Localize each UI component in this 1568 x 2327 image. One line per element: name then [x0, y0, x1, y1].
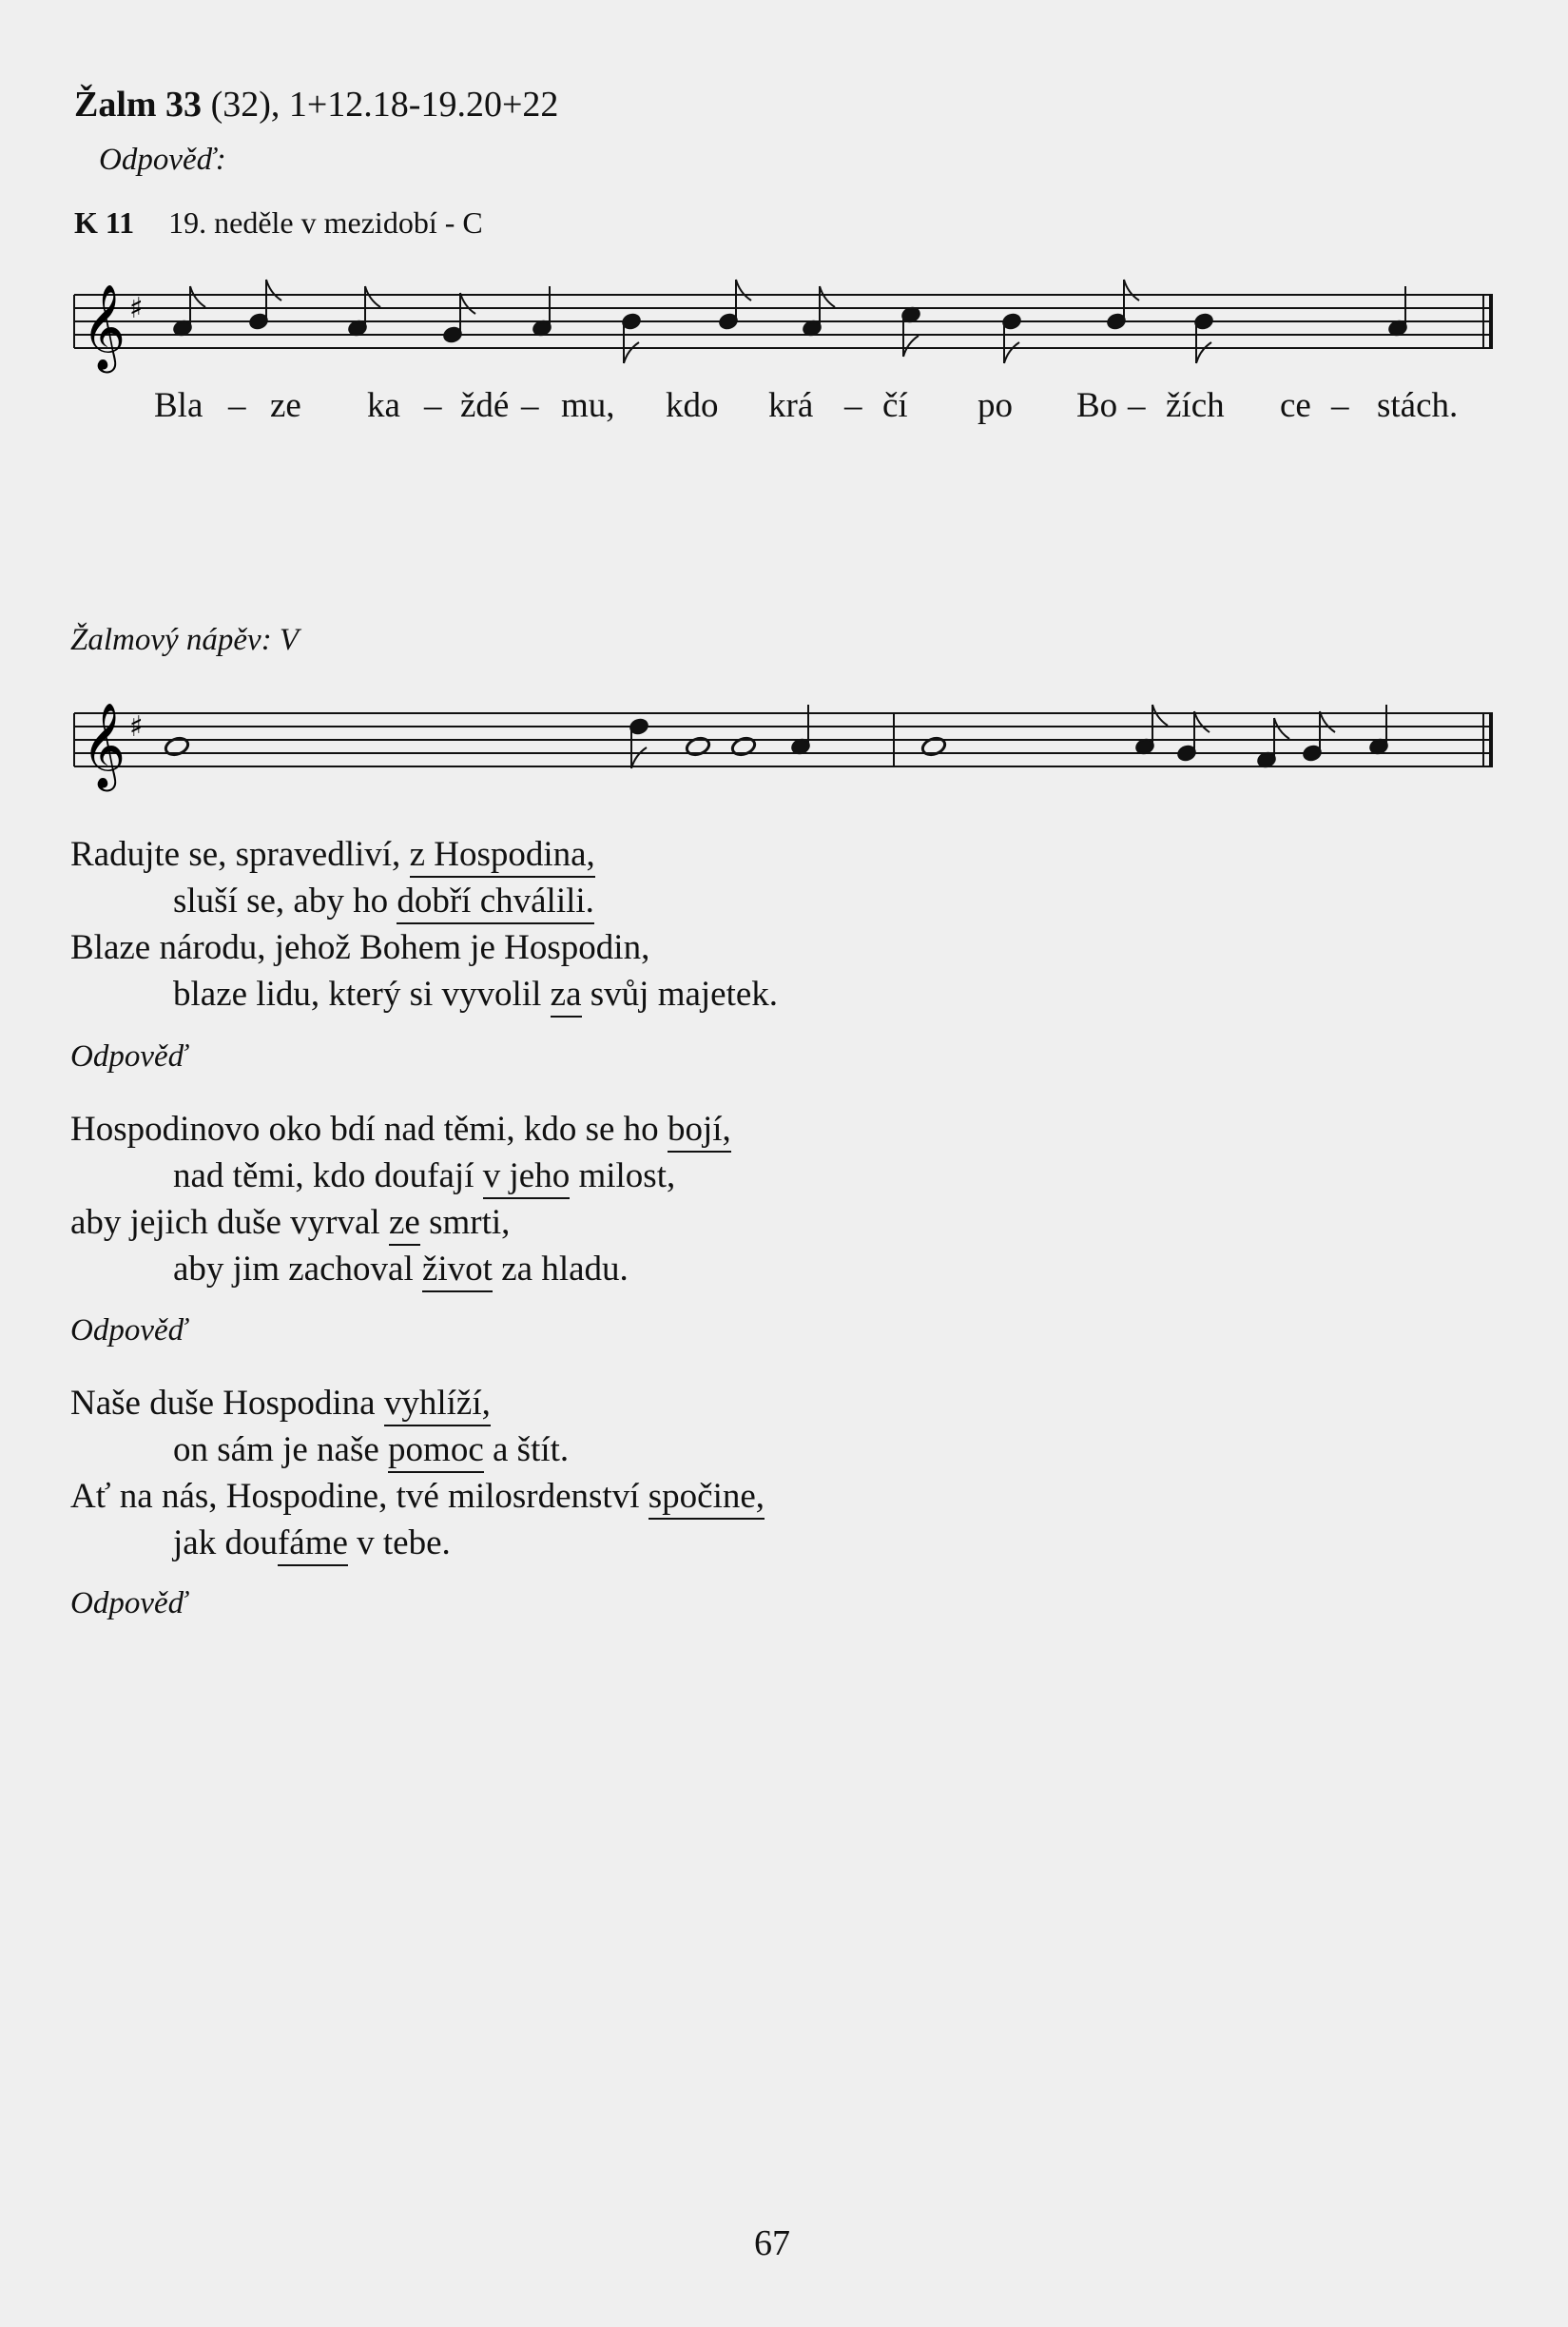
verse-line	[70, 1202, 510, 1243]
sharp-icon: ♯	[129, 710, 144, 744]
occasion-text: 19. neděle v mezidobí - C	[168, 205, 483, 240]
accent-marked-text: pomoc	[388, 1430, 484, 1473]
syllable: –	[424, 386, 442, 425]
code-label: K 11	[74, 205, 135, 240]
note-flag	[624, 342, 639, 363]
accent-marked-text: ze	[389, 1203, 420, 1246]
syllable: Bla	[154, 386, 203, 425]
syllable: ce	[1280, 386, 1311, 425]
verse-line	[173, 1155, 675, 1196]
note-head	[920, 735, 947, 757]
syllable: stách.	[1377, 386, 1459, 425]
note-flag	[190, 286, 205, 307]
psalm-label: Žalm 33	[74, 85, 203, 125]
tone-notes	[164, 705, 1389, 769]
psalm-reference: (32), 1+12.18-19.20+22	[210, 85, 559, 125]
verse-text: svůj majetek.	[581, 975, 779, 1014]
syllable: –	[228, 386, 246, 425]
verse-text: smrti,	[419, 1203, 511, 1242]
note-flag	[365, 286, 380, 307]
note-flag	[1196, 342, 1211, 363]
syllable: –	[844, 386, 862, 425]
note-flag	[1320, 711, 1335, 732]
verse-text: on sám je naše	[173, 1430, 389, 1469]
accent-marked-text: bojí,	[668, 1110, 731, 1153]
syllable: –	[1331, 386, 1349, 425]
treble-clef-icon: 𝄞	[82, 284, 126, 370]
tone-label: Žalmový nápěv: V	[70, 623, 300, 657]
syllable: po	[978, 386, 1013, 425]
syllable: ždé	[460, 386, 510, 425]
verse-text: milost,	[570, 1156, 676, 1195]
sharp-icon: ♯	[129, 292, 144, 325]
verse-text: Radujte se, spravedliví,	[70, 835, 410, 874]
verse-text: aby jejich duše vyrval	[70, 1203, 389, 1242]
syllable: kdo	[666, 386, 719, 425]
syllable: ze	[270, 386, 301, 425]
accent-marked-text: život	[422, 1250, 493, 1292]
accent-marked-text: vyhlíží,	[384, 1384, 491, 1426]
note-flag	[1004, 342, 1019, 363]
verse-text: aby jim zachoval	[173, 1250, 422, 1289]
note-flag	[460, 293, 475, 314]
verse-line	[70, 927, 649, 968]
verse-line	[173, 881, 594, 921]
syllable: –	[521, 386, 539, 425]
note-flag	[1124, 280, 1139, 301]
verse-text: nad těmi, kdo doufají	[173, 1156, 483, 1195]
verse-text: Naše duše Hospodina	[70, 1384, 384, 1423]
note-head	[164, 735, 190, 757]
syllable: ka	[367, 386, 400, 425]
syllable: žích	[1166, 386, 1225, 425]
note-head	[730, 735, 757, 757]
response-marker: Odpověď	[70, 1586, 187, 1620]
page-number: 67	[754, 2223, 790, 2263]
verse-text: jak dou	[173, 1523, 278, 1562]
note-flag	[631, 747, 647, 768]
verse-line	[173, 1522, 451, 1563]
occasion-line	[74, 205, 483, 241]
accent-marked-text: z Hospodina,	[410, 835, 595, 878]
note-flag	[736, 280, 751, 301]
note-head	[685, 735, 711, 757]
treble-clef-icon: 𝄞	[82, 703, 126, 788]
verse-text: Ať na nás, Hospodine, tvé milosrdenství	[70, 1477, 648, 1516]
accent-marked-text: dobří chválili.	[397, 882, 594, 924]
syllable: mu,	[561, 386, 615, 425]
refrain-staff	[70, 278, 1497, 392]
syllable: krá	[768, 386, 814, 425]
verse-line	[173, 1249, 629, 1290]
response-marker: Odpověď	[70, 1039, 187, 1074]
note-flag	[1274, 718, 1289, 739]
verse-text: v tebe.	[347, 1523, 451, 1562]
tone-staff	[70, 677, 1497, 810]
syllable: Bo	[1076, 386, 1118, 425]
accent-marked-text: fáme	[278, 1523, 348, 1566]
note-flag	[1152, 705, 1168, 726]
verse-line	[70, 1476, 765, 1517]
note-flag	[266, 280, 281, 301]
accent-marked-text: spočine,	[648, 1477, 765, 1520]
syllable: –	[1128, 386, 1146, 425]
verse-line	[70, 1383, 491, 1424]
response-marker: Odpověď	[70, 1313, 187, 1348]
verse-text: blaze lidu, který si vyvolil	[173, 975, 551, 1014]
note-flag	[903, 336, 919, 357]
verse-text: Hospodinovo oko bdí nad těmi, kdo se ho	[70, 1110, 668, 1149]
syllable: čí	[882, 386, 908, 425]
accent-marked-text: v jeho	[483, 1156, 570, 1199]
psalm-title	[74, 84, 558, 126]
verse-line	[70, 1109, 731, 1150]
verse-text: Blaze národu, jehož Bohem je Hospodin,	[70, 928, 650, 967]
verse-line	[173, 1429, 569, 1470]
note-flag	[820, 286, 835, 307]
verse-line	[70, 834, 595, 875]
note-flag	[1194, 711, 1210, 732]
verse-text: a štít.	[483, 1430, 570, 1469]
response-label: Odpověď:	[99, 143, 226, 177]
verse-text: sluší se, aby ho	[173, 882, 397, 921]
verse-line	[173, 974, 778, 1015]
verse-text: za hladu.	[492, 1250, 629, 1289]
accent-marked-text: za	[551, 975, 582, 1018]
